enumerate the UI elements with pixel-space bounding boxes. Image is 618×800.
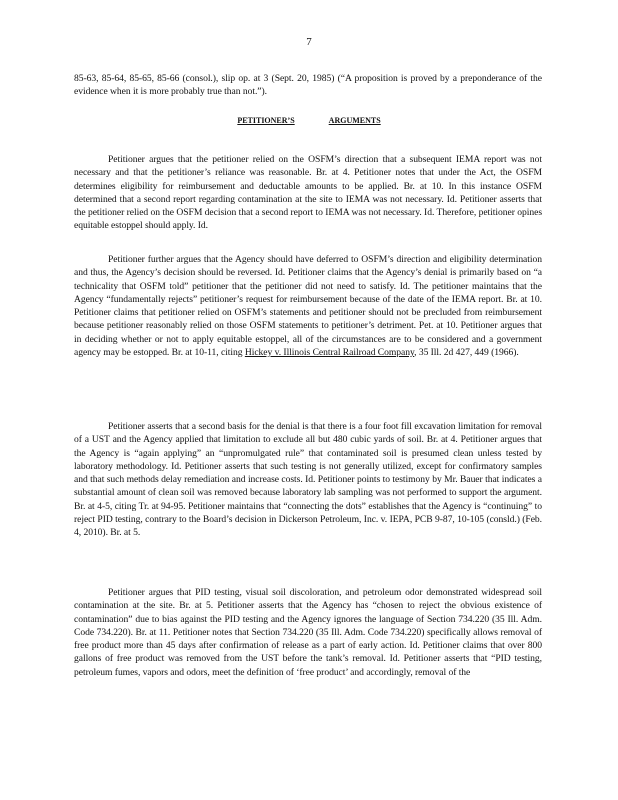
paragraph-deference xyxy=(74,253,542,359)
paragraph-excavation-tail: , PCB 9-87, 10-105 (consld.) (Feb. 4, 2010). Br. at 5. xyxy=(74,514,542,539)
page-number: 7 xyxy=(306,36,312,48)
paragraph-excavation xyxy=(74,420,542,540)
intro-paragraph: 85-63, 85-64, 85-65, 85-66 (consol.), slip op. at 3 (Sept. 20, 1985) (“A proposition is proved by a preponderance of the evidence when it is more probably true than not.”). xyxy=(74,73,542,98)
section-heading xyxy=(0,116,618,125)
case-citation-dickerson: Dickerson Petroleum, Inc. v. IEPA xyxy=(278,514,410,526)
heading-right: ARGUMENTS xyxy=(328,116,381,125)
heading-left: PETITIONER’S xyxy=(237,116,295,125)
paragraph-deference-text: Petitioner further argues that the Agency should have deferred to OSFM’s direction and eligibility determination and thus, the Agency’s decision should be reversed. Id. Petitioner claims that the Agency’s denial is primarily based on “a technicality that OSFM told” petitioner that the petitioner did not need to satisfy. Id. The petitioner maintains that the Agency “fundamentally rejects” petitioner’s request for reimbursement because of the date of the IEMA report. Br. at 10. Petitioner claims that petitioner relied on OSFM’s statements and petitioner should not be precluded from reimbursement because petitioner reasonably relied on those OSFM statements to petitioner’s detriment. Pet. at 10. Petitioner argues that in deciding whether or not to apply equitable estoppel, all of the circumstances are to be considered and a government agency may be estopped. Br. at 10-11, citing xyxy=(74,254,542,359)
paragraph-deference-tail: , 35 Ill. 2d 427, 449 (1966). xyxy=(414,347,519,359)
paragraph-pid-testing: Petitioner argues that PID testing, visual soil discoloration, and petroleum odor demonstrated widespread soil contamination at the site. Br. at 5. Petitioner asserts that the Agency has “chosen to reject the obvious existence of contamination” due to bias against the PID testing and the Agency ignores the language of Section 734.220 (35 Ill. Adm. Code 734.220). Br. at 11. Petitioner notes that Section 734.220 (35 Ill. Adm. Code 734.220) specifically allows removal of free product more than 45 days after confirmation of release as a part of early action. Id. Petitioner claims that over 800 gallons of free product was removed from the UST before the tank’s removal. Id. Petitioner asserts that “PID testing, petroleum fumes, vapors and odors, meet the definition of ‘free product’ and accordingly, removal of the xyxy=(74,587,542,678)
paragraph-excavation-text: Petitioner asserts that a second basis for the denial is that there is a four foot fill excavation limitation for removal of a UST and the Agency applied that limitation to exclude all but 480 cubic yards of soil. Br. at 4. Petitioner argues that the Agency is “again applying” an “unpromulgated rule” that contaminated soil is presumed clean unless tested by laboratory methodology. Id. Petitioner asserts that such testing is not generally utilized, except for confirmatory samples and that such methods delay remediation and increase costs. Id. Petitioner points to testimony by Mr. Bauer that indicates a substantial amount of clean soil was removed because laboratory lab sampling was not performed to support the argument. Br. at 4-5, citing Tr. at 94-95. Petitioner maintains that “connecting the dots” establishes that the Agency is “continuing” to reject PID testing, contrary to the Board’s decision in xyxy=(74,421,542,526)
paragraph-reliance: Petitioner argues that the petitioner relied on the OSFM’s direction that a subsequent IEMA report was not necessary and that the petitioner’s reliance was reasonable. Br. at 4. Petitioner notes that under the Act, the OSFM determines eligibility for reimbursement and deductable amounts to be applied. Br. at 10. In this instance OSFM determined that a second report regarding contamination at the site to IEMA was not necessary. Id. Petitioner asserts that the petitioner relied on the OSFM decision that a second report to IEMA was not necessary. Id. Therefore, petitioner opines equitable estoppel should apply. Id. xyxy=(74,154,542,232)
case-citation-hickey: Hickey v. Illinois Central Railroad Company xyxy=(244,347,415,359)
